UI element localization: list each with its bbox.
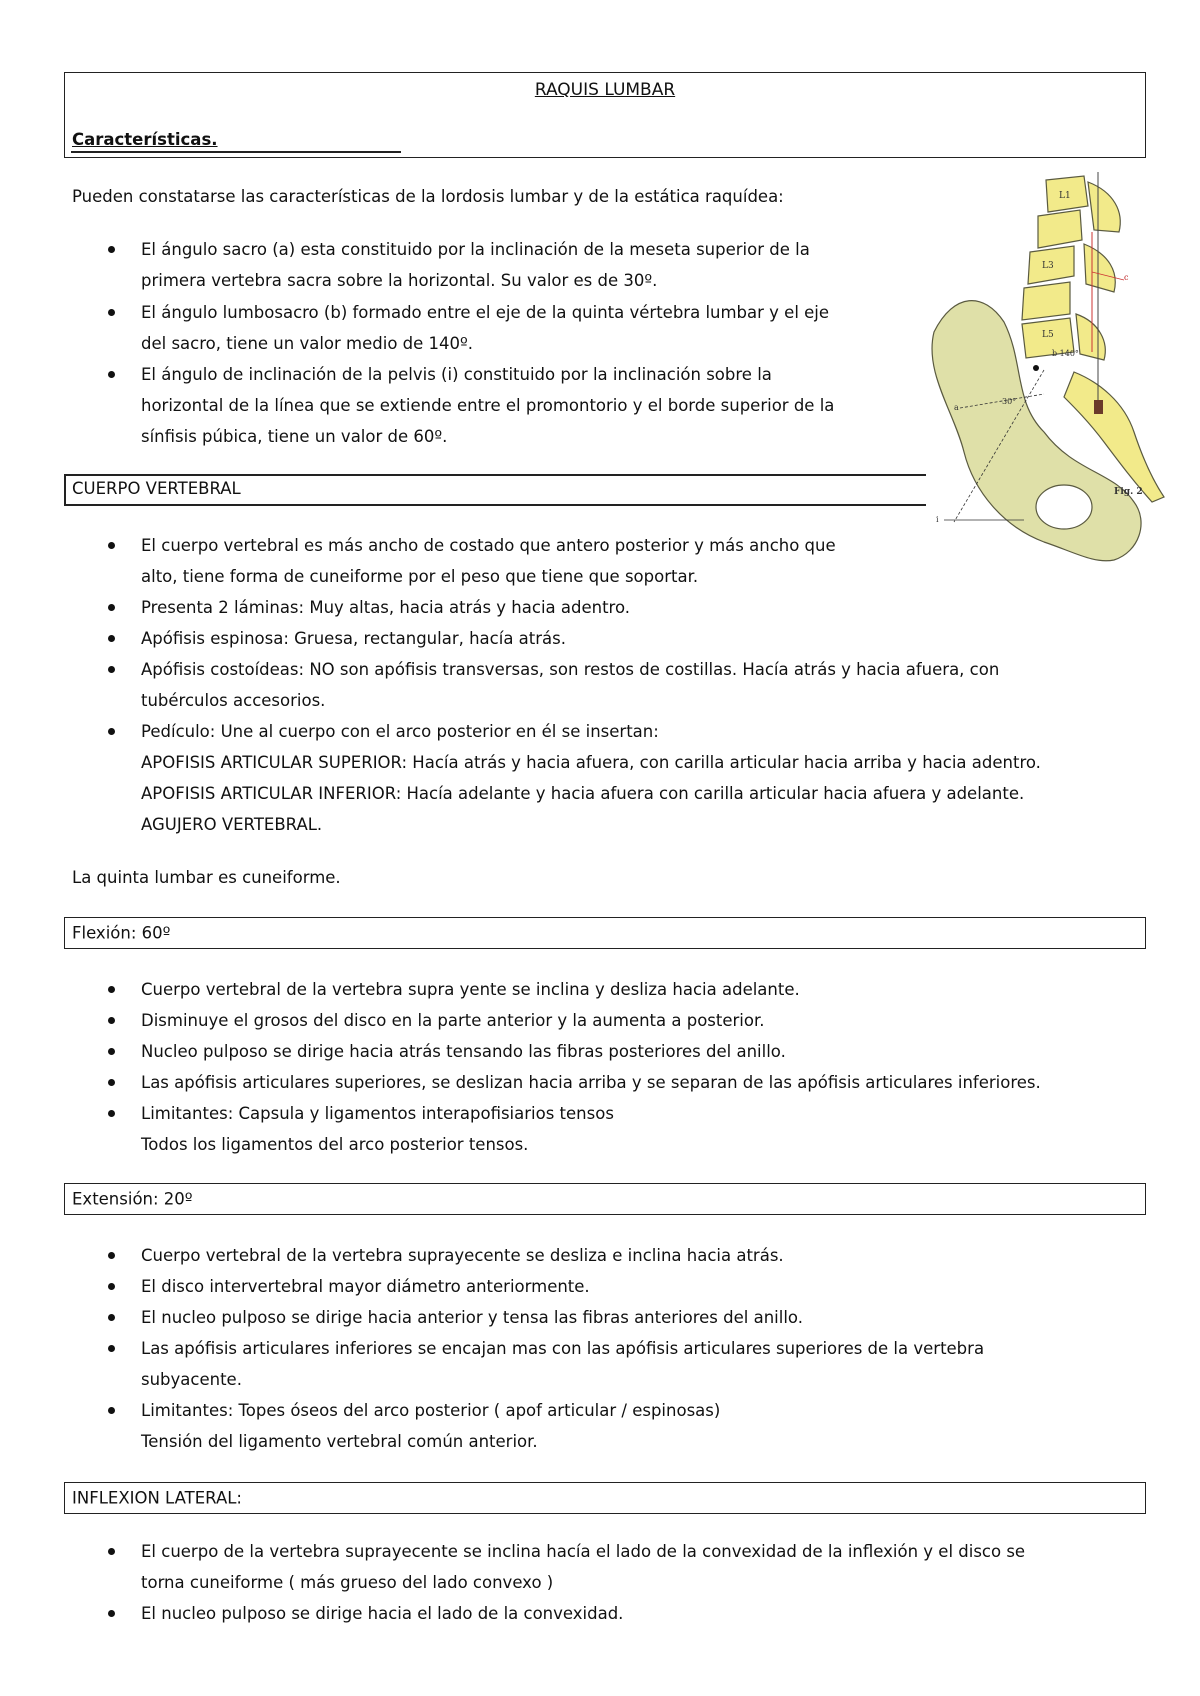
list-item-text: Pedículo: Une al cuerpo con el arco posterior en él se insertan: [141,722,659,741]
list-item [64,974,1174,1005]
bullet-dot [108,1079,115,1086]
bullet-dot [108,542,115,549]
list-item-text: El cuerpo de la vertebra suprayecente se inclina hacía el lado de la convexidad de la inflexión y el disco se [141,1542,1026,1561]
list-item-text: tubérculos accesorios. [141,691,326,710]
list-item-text: Disminuye el grosos del disco en la parte anterior y la aumenta a posterior. [141,1011,765,1030]
plumb-weight [1094,400,1103,414]
bullet-dot [108,1017,115,1024]
cuerpo-left-line [64,474,66,505]
bullet-dot [108,1110,115,1117]
list-item: El ángulo sacro (a) esta constituido por la inclinación de la meseta superior de la primera vertebra sacra sobre la horizontal. Su valor es de 30º. [64,234,924,296]
bullet-dot [108,986,115,993]
list-item-text: Todos los ligamentos del arco posterior tensos. [141,1135,529,1154]
extension-label: Extensión: 20º [72,1189,193,1209]
list-item-text: Las apófisis articulares superiores, se deslizan hacia arriba y se separan de las apófisis articulares inferiores. [141,1073,1041,1092]
intro-text: Pueden constatarse las características de la lordosis lumbar y de la estática raquídea: [72,187,784,206]
list-item [64,1067,1174,1098]
list-item-text: El nucleo pulposo se dirige hacia anterior y tensa las fibras anteriores del anillo. [141,1308,803,1327]
list-item-text: El nucleo pulposo se dirige hacia el lado de la convexidad. [141,1604,624,1623]
list-item [64,1005,1174,1036]
list-item [64,1036,1174,1067]
vertebral-column [1022,176,1120,360]
label-a: a [954,403,959,412]
list-item [64,1536,1174,1598]
flexion-label: Flexión: 60º [72,923,171,943]
list-item-text: alto, tiene forma de cuneiforme por el peso que tiene que soportar. [141,567,699,586]
label-30: 30° [1002,397,1017,406]
bullet-dot [108,728,115,735]
list-item [64,1395,1174,1457]
list-item-text: Las apófisis articulares inferiores se encajan mas con las apófisis articulares superiores de la vertebra [141,1339,985,1358]
caracteristicas-heading: Características. [72,130,218,149]
figure-caption: Fig. 2 [1114,487,1143,497]
list-item-text: APOFISIS ARTICULAR INFERIOR: Hacía adelante y hacia afuera con carilla articular hacia afuera y adelante. [141,784,1025,803]
list-item-text: El cuerpo vertebral es más ancho de costado que antero posterior y más ancho que [141,536,836,555]
cuerpo-top-line [64,474,926,476]
bullet-dot [108,1345,115,1352]
list-item: El ángulo de inclinación de la pelvis (i) constituido por la inclinación sobre la horizontal de la línea que se extiende entre el promontorio y el borde superior de la sínfisis púbica, tiene un valor de 60º. [64,359,924,452]
list-item-text: APOFISIS ARTICULAR SUPERIOR: Hacía atrás y hacia afuera, con carilla articular hacia arriba y hacia adentro. [141,753,1041,772]
list-item-text: subyacente. [141,1370,242,1389]
list-item-text: Limitantes: Topes óseos del arco posterior ( apof articular / espinosas) [141,1401,721,1420]
bullet-dot [108,1048,115,1055]
inflexion-label: INFLEXION LATERAL: [72,1488,242,1508]
label-c: c [1124,273,1129,282]
cuerpo-vertebral-list [64,530,1154,840]
list-item-text: El disco intervertebral mayor diámetro anteriormente. [141,1277,590,1296]
list-item [64,1302,1174,1333]
label-l1: L1 [1059,191,1071,201]
list-item [64,716,1154,840]
list-item: El ángulo lumbosacro (b) formado entre el eje de la quinta vértebra lumbar y el eje del sacro, tiene un valor medio de 140º. [64,297,924,359]
inflexion-box [64,1482,1146,1514]
list-item [64,1240,1174,1271]
list-item [64,1598,1174,1629]
bullet-dot [108,1610,115,1617]
flexion-list [64,974,1174,1160]
list-item [64,1333,1174,1395]
list-item-text: El ángulo sacro (a) esta constituido por la inclinación de la meseta superior de la [141,240,810,259]
bullet-dot [108,1283,115,1290]
list-item-text: Nucleo pulposo se dirige hacia atrás tensando las fibras posteriores del anillo. [141,1042,786,1061]
bullet-dot [108,1252,115,1259]
list-item-text: Apófisis costoídeas: NO son apófisis transversas, son restos de costillas. Hacía atrás y hacia afuera, con [141,660,1000,679]
list-item-text: Limitantes: Capsula y ligamentos interapofisiarios tensos [141,1104,614,1123]
list-item-text: Presenta 2 láminas: Muy altas, hacia atrás y hacia adentro. [141,598,631,617]
bullet-dot [108,1548,115,1555]
list-item-text: Cuerpo vertebral de la vertebra supra yente se inclina y desliza hacia adelante. [141,980,800,999]
list-item-text: Apófisis espinosa: Gruesa, rectangular, hacía atrás. [141,629,566,648]
list-item [64,592,1154,623]
bullet-dot [108,635,115,642]
lumbar-spine-figure [924,172,1180,572]
bullet-dot [108,1314,115,1321]
promontory-point [1033,365,1039,371]
label-l3: L3 [1042,261,1054,271]
list-item-text: torna cuneiforme ( más grueso del lado convexo ) [141,1573,554,1592]
list-item [64,1098,1174,1160]
caracteristicas-list [64,234,924,452]
inflexion-list [64,1536,1174,1629]
list-item [64,623,1154,654]
bullet-dot [108,604,115,611]
cuerpo-bottom-line [64,504,926,506]
page-title: RAQUIS LUMBAR [534,80,676,100]
label-l5: L5 [1042,330,1054,340]
list-item-text: AGUJERO VERTEBRAL. [141,815,323,834]
cuerpo-footer: La quinta lumbar es cuneiforme. [72,868,341,887]
obturator-foramen [1036,485,1092,529]
list-item-text: Tensión del ligamento vertebral común anterior. [141,1432,538,1451]
extension-list [64,1240,1174,1457]
list-item [64,1271,1174,1302]
list-item-text: Cuerpo vertebral de la vertebra suprayecente se desliza e inclina hacia atrás. [141,1246,784,1265]
label-i: i [936,515,939,524]
caracteristicas-underline [71,151,401,153]
header-box [64,72,1146,158]
bullet-dot [108,1407,115,1414]
flexion-box [64,917,1146,949]
bullet-dot [108,666,115,673]
extension-box [64,1183,1146,1215]
list-item [64,654,1154,716]
label-140: b 140° [1052,349,1079,358]
cuerpo-vertebral-label: CUERPO VERTEBRAL [72,479,241,498]
